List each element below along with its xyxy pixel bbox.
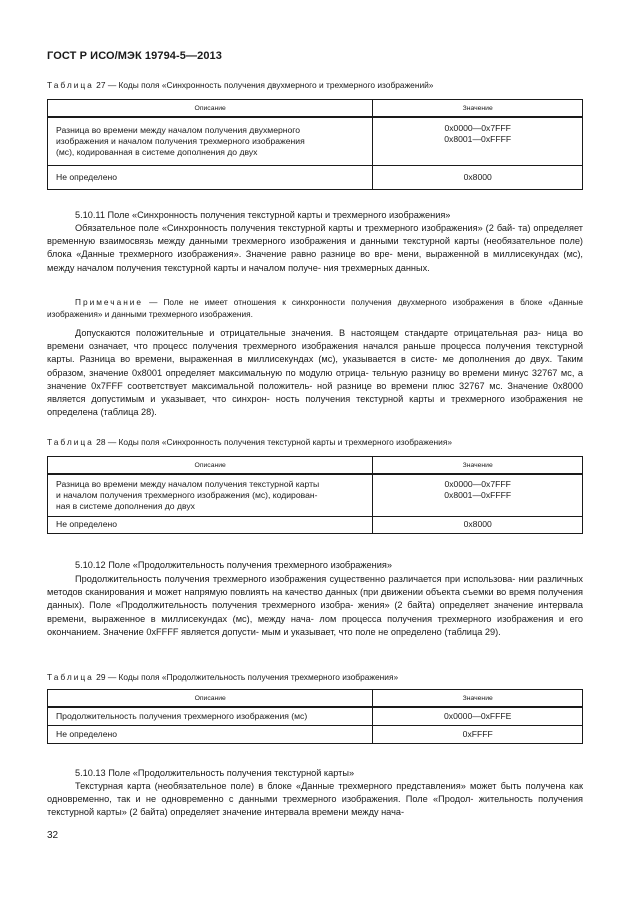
document-header: ГОСТ Р ИСО/МЭК 19794-5—2013 [47,50,222,62]
section-heading-5-10-11: 5.10.11 Поле «Синхронность получения текстурной карты и трехмерного изображения» [75,210,451,220]
table-label: Таблица [47,437,94,447]
table-caption-text: 29 — Коды поля «Продолжительность получения трехмерного изображения» [96,672,399,682]
table-27-caption [47,80,433,90]
table-cell-value: 0x0000—0x7FFF 0x8001—0xFFFF [373,474,583,516]
table-28 [47,456,583,534]
paragraph: Текстурная карта (необязательное поле) в блоке «Данные трехмерного представления» может быть получена как одновременно, так и не одновременно с данными трехмерного изображения. Поле «Продол- жительность получения текстурной карты» (2 байта) определяет значение интервала времени между нача- [47,781,583,818]
column-header-value: Значение [373,690,583,708]
paragraph: Обязательное поле «Синхронность получения текстурной карты и трехмерного изображения» (2 бай- та) определяет временную взаимосвязь между данными трехмерного изображения и данными текстурной карты (необязательное поле) блока «Данные трехмерного изображения». Значение равно разнице во вре- мени, выраженной в миллисекундах (мс), между началом получения текстурной карты и началом получе- ния трехмерных данных. [47,223,583,273]
table-row [48,707,583,725]
table-cell-value: 0xFFFF [373,725,583,743]
table-28-caption [47,437,452,447]
note-label: Примечание [75,297,144,307]
table-cell-description: Не определено [48,725,373,743]
table-cell-value: 0x0000—0xFFFE [373,707,583,725]
table-cell-description: Разница во времени между началом получения двухмерного изображения и началом получения трехмерного изображения (мс), кодированная в системе дополнения до двух [48,117,373,165]
column-header-value: Значение [373,457,583,475]
table-row [48,725,583,743]
column-header-description: Описание [48,100,373,118]
table-caption-text: 28 — Коды поля «Синхронность получения текстурной карты и трехмерного изображения» [96,437,453,447]
table-cell-description: Не определено [48,165,373,189]
note: Примечание — Поле не имеет отношения к синхронности получения двухмерного изображения в блоке «Данные изображения» и данными трехмерного изображения. [47,297,583,320]
column-header-description: Описание [48,457,373,475]
table-row [48,474,583,516]
paragraph: Продолжительность получения трехмерного изображения существенно различается при использова- нии различных методов сканирования и может напрямую повлиять на качество данных (при движении объекта съемки во время получения данных). Поле «Продолжительность получения трехмерного изобра- жения» (2 байта) определяет значение интервала времени, выраженное в миллисекундах (мс), между нача- лом процесса получения трехмерного изображения и его окончанием. Значение 0xFFFF является допусти- мым и указывает, что поле не определено (таблица 29). [47,574,583,637]
table-29-caption [47,672,398,682]
table-caption-text: 27 — Коды поля «Синхронность получения двухмерного и трехмерного изображений» [96,80,434,90]
column-header-description: Описание [48,690,373,708]
paragraph: Допускаются положительные и отрицательные значения. В настоящем стандарте отрицательная раз- ница во времени означает, что процесс получения трехмерного изображения начался раньше процесса получения текстурной карты. Разница во времени, выраженная в миллисекундах (мс), указывается в систе- ме дополнения до двух. Таким образом, значение 0x8001 определяет максимальную по модулю отрица- тельную разницу во времени минус 32767 мс, а значение 0x7FFF соответствует максимальной положитель- ной разнице во времени плюс 32767 мс. Значение 0x8000 является допустимым и указывает, что синхрон- ность получения текстурной карты и трехмерного изображения не определена (таблица 28). [47,328,584,418]
table-29 [47,689,583,744]
table-label: Таблица [47,80,94,90]
table-cell-value: 0x8000 [373,165,583,189]
table-row [48,516,583,533]
table-cell-description: Разница во времени между началом получения текстурной карты и началом получения трехмерного изображения (мс), кодирован- ная в системе дополнения до двух [48,474,373,516]
table-cell-description: Не определено [48,516,373,533]
page-number: 32 [47,830,59,841]
table-cell-value: 0x0000—0x7FFF 0x8001—0xFFFF [373,117,583,165]
table-row [48,165,583,189]
section-heading-5-10-12: 5.10.12 Поле «Продолжительность получения трехмерного изображения» [75,560,392,570]
table-row [48,117,583,165]
table-cell-value: 0x8000 [373,516,583,533]
table-label: Таблица [47,672,94,682]
section-heading-5-10-13: 5.10.13 Поле «Продолжительность получения текстурной карты» [75,768,355,778]
table-cell-description: Продолжительность получения трехмерного изображения (мс) [48,707,373,725]
table-27 [47,99,583,190]
column-header-value: Значение [373,100,583,118]
